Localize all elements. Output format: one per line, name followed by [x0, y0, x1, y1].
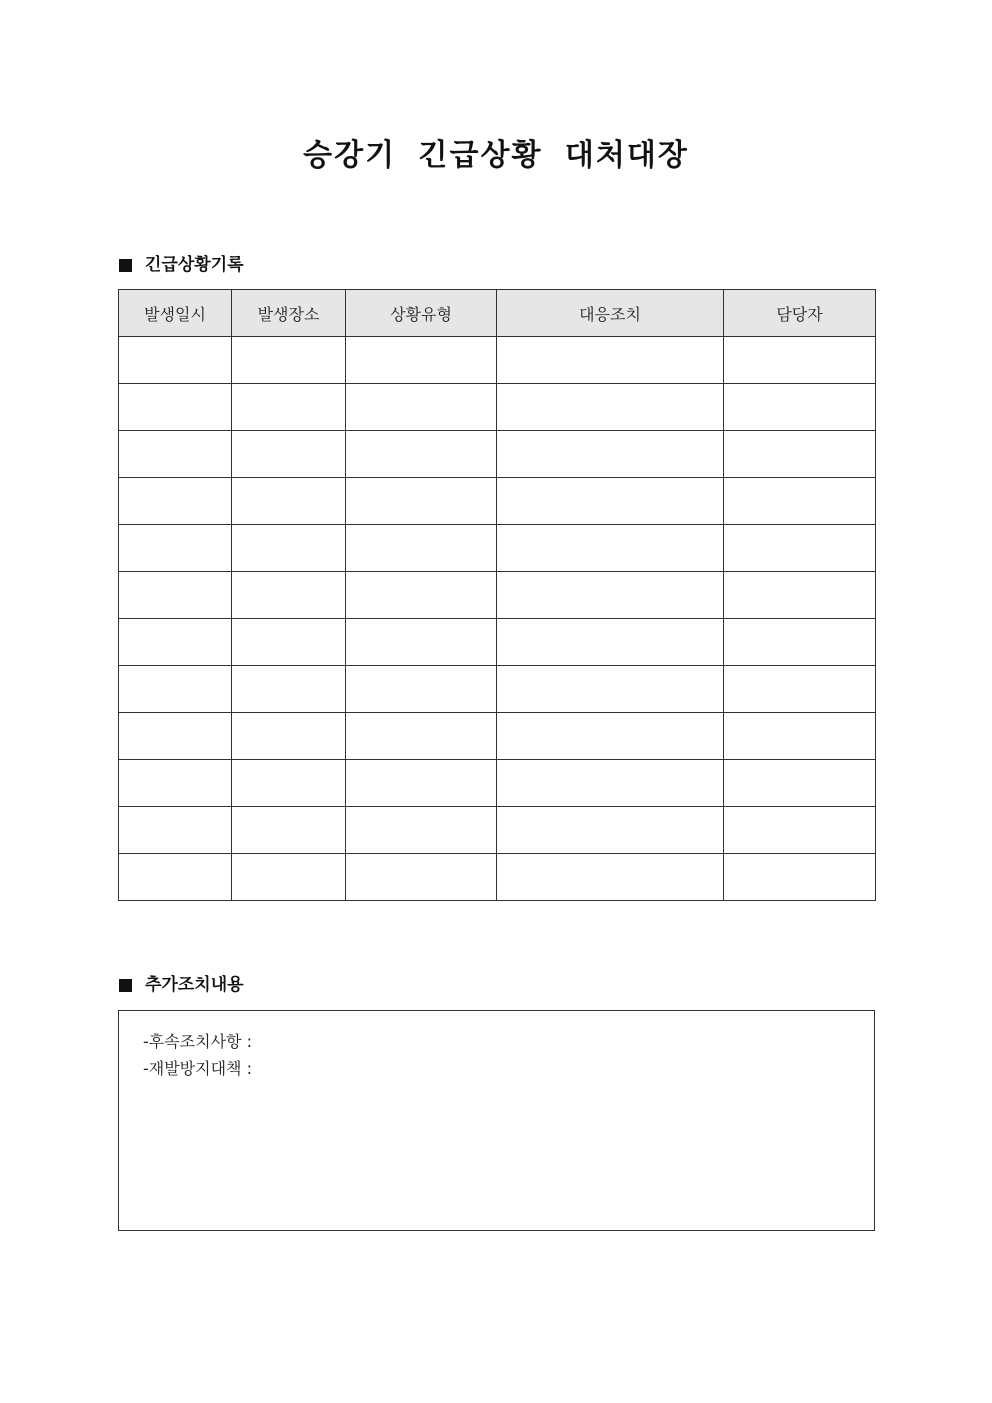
table-cell[interactable] [724, 760, 876, 807]
table-cell[interactable] [724, 619, 876, 666]
table-cell[interactable] [497, 619, 724, 666]
table-cell[interactable] [119, 854, 232, 901]
table-cell[interactable] [497, 478, 724, 525]
table-cell[interactable] [346, 572, 497, 619]
table-row [119, 854, 876, 901]
follow-up-actions-line: -후속조치사항 : [143, 1032, 252, 1051]
table-cell[interactable] [119, 525, 232, 572]
table-row [119, 666, 876, 713]
table-cell[interactable] [119, 619, 232, 666]
table-row [119, 807, 876, 854]
table-cell[interactable] [497, 525, 724, 572]
table-cell[interactable] [346, 854, 497, 901]
table-cell[interactable] [724, 666, 876, 713]
table-cell[interactable] [346, 337, 497, 384]
table-body [119, 337, 876, 901]
table-cell[interactable] [346, 666, 497, 713]
table-cell[interactable] [497, 854, 724, 901]
table-cell[interactable] [724, 525, 876, 572]
column-header-response-action: 대응조치 [497, 290, 724, 337]
table-cell[interactable] [232, 384, 346, 431]
table-cell[interactable] [346, 619, 497, 666]
table-cell[interactable] [119, 384, 232, 431]
table-cell[interactable] [232, 619, 346, 666]
table-cell[interactable] [724, 337, 876, 384]
table-header-row [119, 290, 876, 337]
table-cell[interactable] [346, 478, 497, 525]
table-cell[interactable] [232, 854, 346, 901]
column-header-occurrence-place: 발생장소 [232, 290, 346, 337]
table-cell[interactable] [497, 807, 724, 854]
table-cell[interactable] [232, 478, 346, 525]
square-bullet-icon [119, 259, 132, 272]
table-cell[interactable] [119, 431, 232, 478]
table-row [119, 478, 876, 525]
table-row [119, 431, 876, 478]
section-heading-emergency-record [119, 253, 244, 277]
table-cell[interactable] [346, 384, 497, 431]
section-heading-label: 추가조치내용 [145, 975, 244, 995]
table-cell[interactable] [724, 854, 876, 901]
table-cell[interactable] [232, 713, 346, 760]
table-row [119, 572, 876, 619]
column-header-situation-type: 상황유형 [346, 290, 497, 337]
square-bullet-icon [119, 979, 132, 992]
table-cell[interactable] [724, 713, 876, 760]
table-cell[interactable] [346, 713, 497, 760]
table-row [119, 760, 876, 807]
table-cell[interactable] [119, 807, 232, 854]
table-cell[interactable] [119, 666, 232, 713]
table-cell[interactable] [497, 713, 724, 760]
table-cell[interactable] [497, 760, 724, 807]
column-header-person-in-charge: 담당자 [724, 290, 876, 337]
table-cell[interactable] [724, 384, 876, 431]
table-cell[interactable] [346, 431, 497, 478]
table-cell[interactable] [346, 760, 497, 807]
table-cell[interactable] [232, 666, 346, 713]
table-row [119, 384, 876, 431]
additional-actions-box [118, 1010, 875, 1231]
table-cell[interactable] [232, 337, 346, 384]
table-cell[interactable] [724, 431, 876, 478]
table-cell[interactable] [119, 337, 232, 384]
column-header-occurrence-datetime: 발생일시 [119, 290, 232, 337]
table-cell[interactable] [497, 572, 724, 619]
table-row [119, 619, 876, 666]
table-cell[interactable] [232, 525, 346, 572]
recurrence-prevention-line: -재발방지대책 : [143, 1059, 252, 1078]
table-cell[interactable] [497, 337, 724, 384]
section-heading-label: 긴급상황기록 [145, 255, 244, 275]
table-cell[interactable] [724, 572, 876, 619]
table-cell[interactable] [346, 525, 497, 572]
table-row [119, 337, 876, 384]
table-cell[interactable] [119, 478, 232, 525]
table-cell[interactable] [232, 431, 346, 478]
table-cell[interactable] [724, 807, 876, 854]
table-row [119, 525, 876, 572]
table-cell[interactable] [724, 478, 876, 525]
table-cell[interactable] [119, 760, 232, 807]
table-cell[interactable] [232, 760, 346, 807]
table-cell[interactable] [232, 807, 346, 854]
table-cell[interactable] [346, 807, 497, 854]
table-cell[interactable] [497, 431, 724, 478]
table-cell[interactable] [497, 384, 724, 431]
emergency-record-table [118, 289, 876, 901]
section-heading-additional-actions [119, 973, 244, 997]
table-cell[interactable] [232, 572, 346, 619]
table-cell[interactable] [497, 666, 724, 713]
table-row [119, 713, 876, 760]
table-cell[interactable] [119, 713, 232, 760]
table-cell[interactable] [119, 572, 232, 619]
document-title: 승강기 긴급상황 대처대장 [303, 138, 689, 173]
